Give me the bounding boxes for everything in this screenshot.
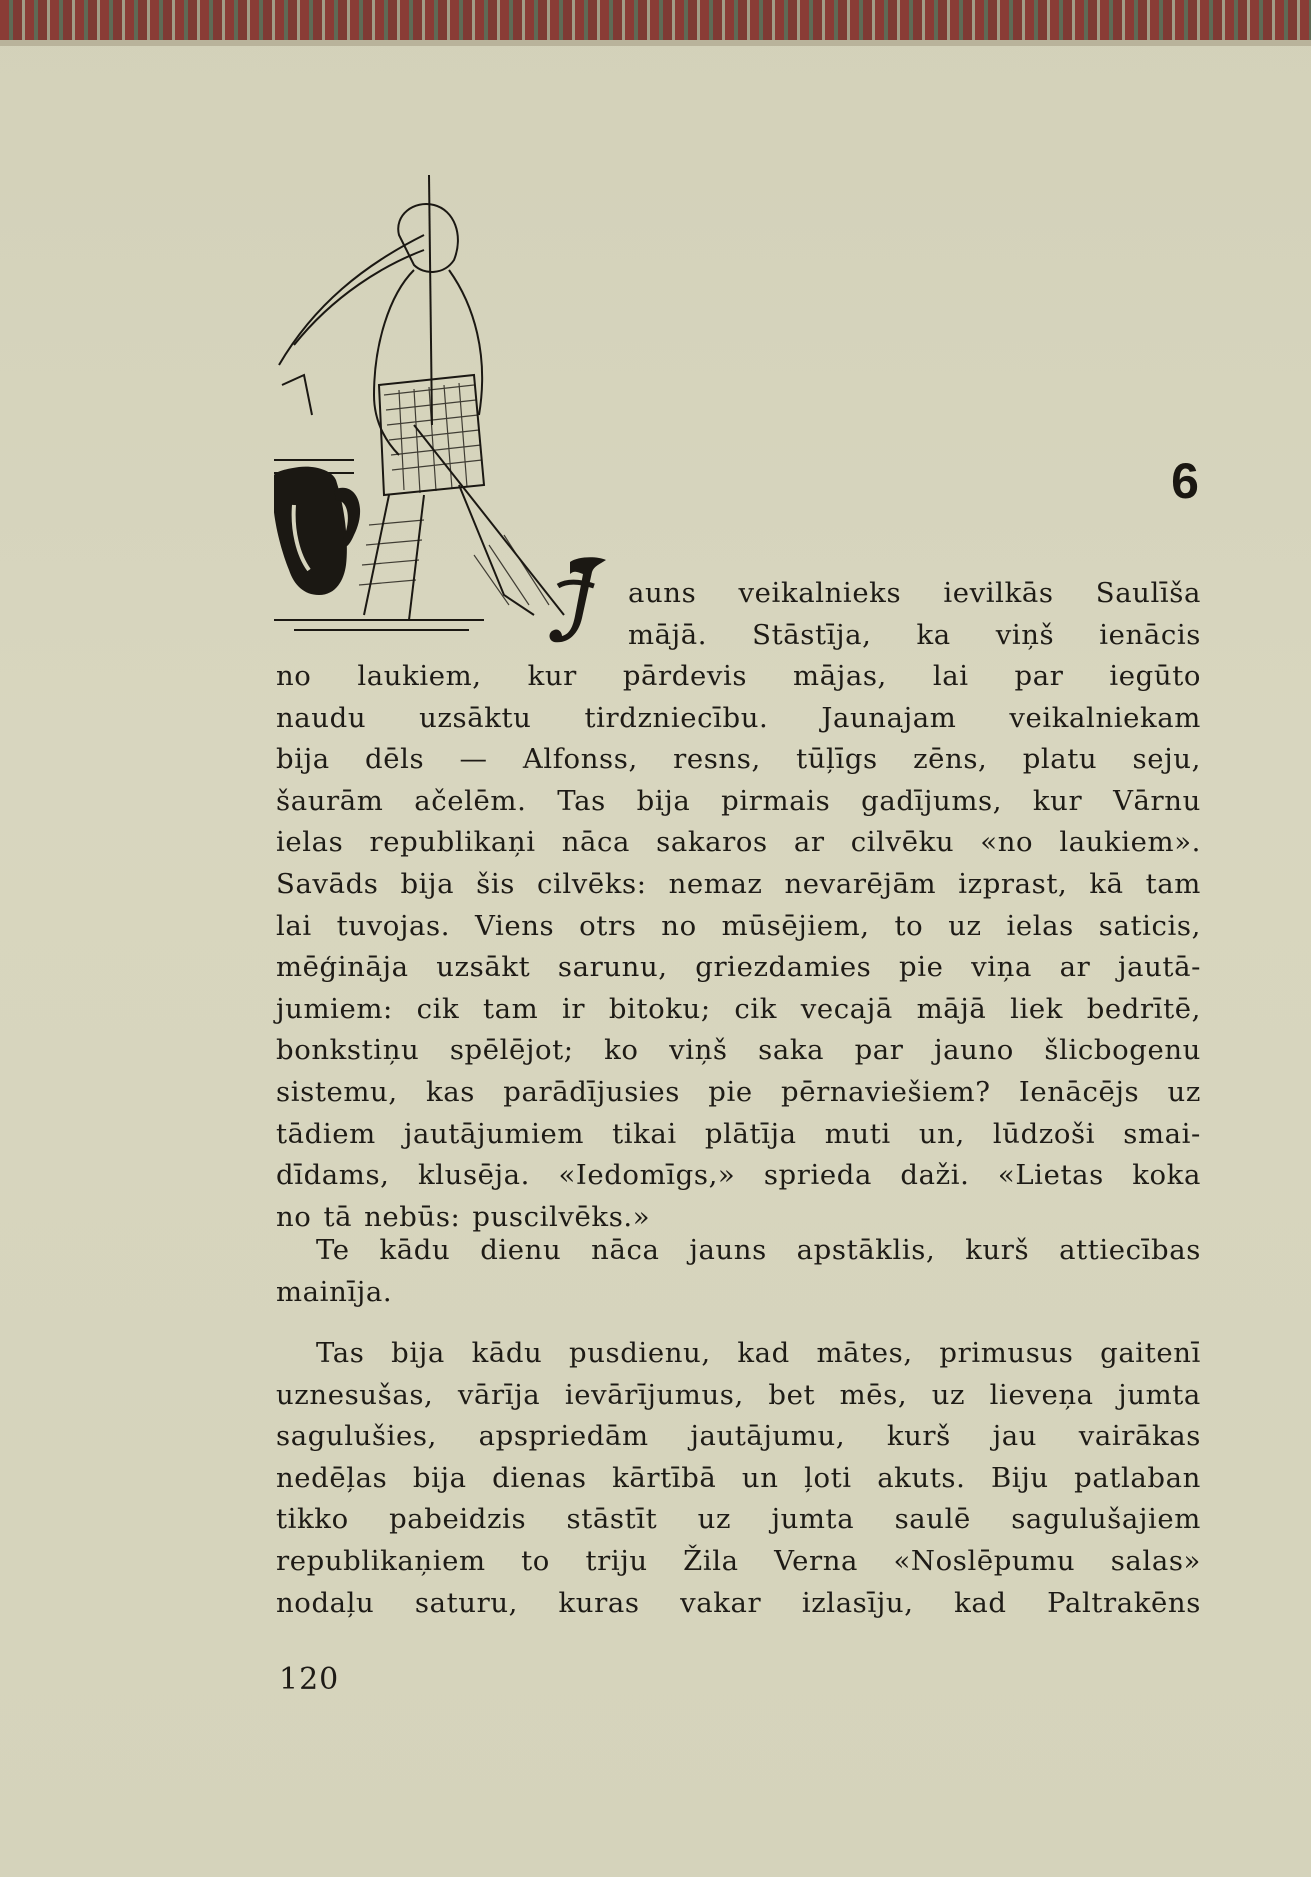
word: pabeidzis xyxy=(389,1503,527,1536)
word: uz xyxy=(1167,1075,1201,1108)
word: plātīja xyxy=(704,1117,797,1150)
text-line xyxy=(276,698,1201,740)
word: Ienācējs xyxy=(1018,1075,1140,1108)
word: bija xyxy=(636,784,691,817)
word: kad xyxy=(954,1586,1007,1619)
word: bet xyxy=(768,1378,816,1411)
word: bija xyxy=(391,1337,445,1369)
word: republikaņiem xyxy=(276,1544,486,1577)
word: kādu xyxy=(471,1337,543,1369)
word: tādiem xyxy=(276,1117,376,1150)
word: šlicbogenu xyxy=(1044,1034,1201,1067)
word: auns xyxy=(628,577,697,609)
word: par xyxy=(1014,660,1064,692)
word: no xyxy=(276,1200,312,1233)
word: veikalniekam xyxy=(1009,701,1201,734)
text-line xyxy=(276,947,1201,989)
word: kur xyxy=(1032,784,1083,817)
word: muti xyxy=(824,1117,891,1150)
word: veikalnieks xyxy=(738,577,902,609)
word: lūdzoši xyxy=(992,1117,1096,1150)
word: griezdamies xyxy=(695,951,872,984)
word: pirmais xyxy=(721,784,831,817)
word: to xyxy=(894,909,924,942)
word: ielas xyxy=(276,826,344,859)
word: kas xyxy=(425,1075,475,1108)
word: cilvēku xyxy=(850,826,955,859)
word: bija xyxy=(276,743,330,776)
word: sakaros xyxy=(656,826,768,859)
word: salas» xyxy=(1110,1544,1201,1577)
word: ačelēm. xyxy=(414,784,527,817)
word: mājā xyxy=(916,992,987,1025)
word: Paltrakēns xyxy=(1047,1586,1201,1619)
word: laukiem, xyxy=(357,660,482,692)
word: Biju xyxy=(990,1461,1049,1494)
word: cilvēks: xyxy=(536,867,647,900)
word: kurš xyxy=(965,1234,1030,1266)
chapter-illustration xyxy=(274,175,574,635)
word: «Lietas xyxy=(997,1159,1104,1192)
word: koka xyxy=(1132,1159,1201,1192)
word: nodaļu xyxy=(276,1586,375,1619)
word: kuras xyxy=(558,1586,640,1619)
text-line xyxy=(628,615,1201,657)
word: uz xyxy=(948,909,982,942)
word: «no xyxy=(980,826,1034,859)
word: sprieda xyxy=(763,1159,872,1192)
word: laukiem». xyxy=(1059,826,1201,859)
text-line xyxy=(276,739,1201,781)
paragraph-2 xyxy=(276,1230,1201,1313)
word: mēs, xyxy=(839,1378,908,1411)
word: zēns, xyxy=(913,743,988,776)
word: jumta xyxy=(1118,1378,1201,1411)
text-line xyxy=(276,1458,1201,1500)
text-line xyxy=(628,573,1201,615)
word: Alfonss, xyxy=(522,743,638,776)
word: Žila xyxy=(683,1544,739,1577)
word: smai- xyxy=(1123,1117,1201,1150)
word: ievārījumus, xyxy=(564,1378,744,1411)
text-line xyxy=(276,1072,1201,1114)
word: — xyxy=(459,743,488,776)
word: saka xyxy=(758,1034,825,1067)
word: otrs xyxy=(579,909,637,942)
word: ievilkās xyxy=(943,577,1054,609)
word: tūļīgs xyxy=(796,743,878,776)
word: pērnaviešiem? xyxy=(781,1075,991,1108)
word: Tas xyxy=(316,1337,365,1369)
word: Jaunajam xyxy=(821,701,957,734)
word: un, xyxy=(918,1117,965,1150)
word: izprast, xyxy=(958,867,1068,900)
word: nāca xyxy=(591,1234,660,1266)
word: «Iedomīgs,» xyxy=(558,1159,736,1192)
word: ļoti xyxy=(804,1461,852,1494)
word: nebūs: xyxy=(364,1200,461,1233)
word: ir xyxy=(562,992,586,1025)
word: kā xyxy=(1089,867,1124,900)
word: Saulīša xyxy=(1095,577,1201,609)
word: jauns xyxy=(689,1234,767,1266)
word: Verna xyxy=(774,1544,859,1577)
text-line xyxy=(276,1155,1201,1197)
word: ielas xyxy=(1006,909,1074,942)
word: seju, xyxy=(1132,743,1201,776)
text-line xyxy=(276,1499,1201,1541)
word: tuvojas. xyxy=(336,909,451,942)
word: jumta xyxy=(771,1503,855,1536)
word: jautājumiem xyxy=(403,1117,585,1150)
word: vakar xyxy=(680,1586,762,1619)
paragraph-3 xyxy=(276,1333,1201,1624)
word: platu xyxy=(1022,743,1098,776)
word: šaurām xyxy=(276,784,384,817)
word: uznesušas, xyxy=(276,1378,434,1411)
word: naudu xyxy=(276,701,367,734)
text-line xyxy=(276,864,1201,906)
text-line xyxy=(276,822,1201,864)
word: cik xyxy=(734,992,778,1025)
word: tam xyxy=(482,992,539,1025)
text-line xyxy=(276,1375,1201,1417)
word: jautājumu, xyxy=(690,1420,846,1453)
word: kad xyxy=(737,1337,790,1369)
word: vecajā xyxy=(800,992,893,1025)
word: attiecības xyxy=(1059,1234,1201,1266)
word: nāca xyxy=(561,826,631,859)
word: jau xyxy=(992,1420,1038,1453)
word: mēģināja xyxy=(276,951,409,984)
word: viņš xyxy=(995,618,1055,651)
word: mājā. xyxy=(628,618,708,651)
word: mājas, xyxy=(793,660,887,692)
word: dīdams, xyxy=(276,1159,390,1192)
word: apspriedām xyxy=(478,1420,649,1453)
text-line xyxy=(276,989,1201,1031)
word: dēls xyxy=(365,743,425,776)
word: bitoku; xyxy=(608,992,711,1025)
text-line xyxy=(276,656,1201,698)
word: ka xyxy=(916,618,951,651)
word: ar xyxy=(1059,951,1091,984)
word: sagulušajiem xyxy=(1011,1503,1201,1536)
word: saticis, xyxy=(1098,909,1201,942)
word: nedēļas xyxy=(276,1461,388,1494)
word: kādu xyxy=(379,1234,451,1266)
word: puscilvēks.» xyxy=(472,1200,651,1233)
word: no xyxy=(276,660,312,692)
word: apstāklis, xyxy=(796,1234,936,1266)
word: primusus xyxy=(939,1337,1074,1369)
word: bija xyxy=(412,1461,467,1494)
word: gaitenī xyxy=(1100,1337,1201,1369)
word: akuts. xyxy=(877,1461,966,1494)
word: sarunu, xyxy=(557,951,668,984)
word: mūsējiem, xyxy=(721,909,870,942)
text-line xyxy=(276,1230,1201,1272)
word: daži. xyxy=(900,1159,970,1192)
text-line xyxy=(276,781,1201,823)
word: to xyxy=(521,1544,550,1577)
word: Viens xyxy=(474,909,555,942)
word: gadījums, xyxy=(861,784,1003,817)
word: mātes, xyxy=(816,1337,913,1369)
word: kurš xyxy=(886,1420,951,1453)
word: uz xyxy=(931,1378,966,1411)
word: viņš xyxy=(669,1034,728,1067)
word: pie xyxy=(899,951,944,984)
word: tā xyxy=(323,1200,353,1233)
word: iegūto xyxy=(1109,660,1201,692)
text-line xyxy=(276,1333,1201,1375)
word: cik xyxy=(416,992,460,1025)
word: uzsāktu xyxy=(419,701,532,734)
word: resns, xyxy=(673,743,761,776)
word: triju xyxy=(585,1544,648,1577)
paragraph-1 xyxy=(276,656,1201,1238)
word: parādījusies xyxy=(503,1075,680,1108)
word: tam xyxy=(1145,867,1201,900)
word: uz xyxy=(697,1503,732,1536)
word: stāstīt xyxy=(566,1503,658,1536)
word: jumiem: xyxy=(276,992,393,1025)
word: bija xyxy=(400,867,455,900)
text-line xyxy=(276,1114,1201,1156)
word: ienācis xyxy=(1099,618,1201,651)
word: nemaz xyxy=(668,867,763,900)
drop-cap-text: J xyxy=(548,556,549,557)
word: Tas xyxy=(557,784,606,817)
text-line xyxy=(276,906,1201,948)
word: kārtībā xyxy=(612,1461,717,1494)
word: Vārnu xyxy=(1113,784,1201,817)
word: par xyxy=(854,1034,904,1067)
word: Te xyxy=(316,1234,350,1266)
text-line xyxy=(276,1030,1201,1072)
word: dienu xyxy=(480,1234,562,1266)
word: sagulušies, xyxy=(276,1420,437,1453)
word: liek xyxy=(1010,992,1063,1025)
word: šis xyxy=(476,867,515,900)
word: saturu, xyxy=(414,1586,518,1619)
word: tikai xyxy=(612,1117,677,1150)
word: izlasīju, xyxy=(801,1586,914,1619)
word: tikko xyxy=(276,1503,349,1536)
word: bedrītē, xyxy=(1086,992,1201,1025)
word: vairākas xyxy=(1078,1420,1201,1453)
word: «Noslēpumu xyxy=(893,1544,1076,1577)
text-line xyxy=(276,1541,1201,1583)
word: nevarējām xyxy=(784,867,937,900)
word: un xyxy=(741,1461,779,1494)
word: klusēja. xyxy=(417,1159,531,1192)
word: pusdienu, xyxy=(569,1337,711,1369)
word: lieveņa xyxy=(989,1378,1094,1411)
text-line xyxy=(276,1416,1201,1458)
word: uzsākt xyxy=(436,951,531,984)
word: sistemu, xyxy=(276,1075,398,1108)
word: spēlējot; xyxy=(449,1034,574,1067)
word: saulē xyxy=(894,1503,971,1536)
word: ar xyxy=(793,826,825,859)
paragraph-1-opening xyxy=(276,573,1201,656)
text-line xyxy=(276,1583,1201,1625)
word: bonkstiņu xyxy=(276,1034,420,1067)
word: patlaban xyxy=(1074,1461,1201,1494)
word: lai xyxy=(932,660,969,692)
word: kur xyxy=(527,660,577,692)
word: no xyxy=(661,909,697,942)
text-line xyxy=(276,1272,1201,1314)
word: jauno xyxy=(934,1034,1014,1067)
word: tirdzniecību. xyxy=(584,701,769,734)
word: mainīja. xyxy=(276,1275,393,1308)
word: Savāds xyxy=(276,867,379,900)
word: lai xyxy=(276,909,312,942)
word: viņa xyxy=(971,951,1032,984)
word: dienas xyxy=(492,1461,587,1494)
word: pārdevis xyxy=(622,660,748,692)
book-cover-edge xyxy=(0,0,1311,46)
word: vārīja xyxy=(457,1378,541,1411)
word: republikaņi xyxy=(369,826,536,859)
word: pie xyxy=(708,1075,753,1108)
chapter-number: 6 xyxy=(1171,453,1199,509)
word: jautā- xyxy=(1117,951,1201,984)
word: ko xyxy=(604,1034,639,1067)
page-number: 120 xyxy=(279,1662,340,1697)
word: Stāstīja, xyxy=(752,618,872,651)
